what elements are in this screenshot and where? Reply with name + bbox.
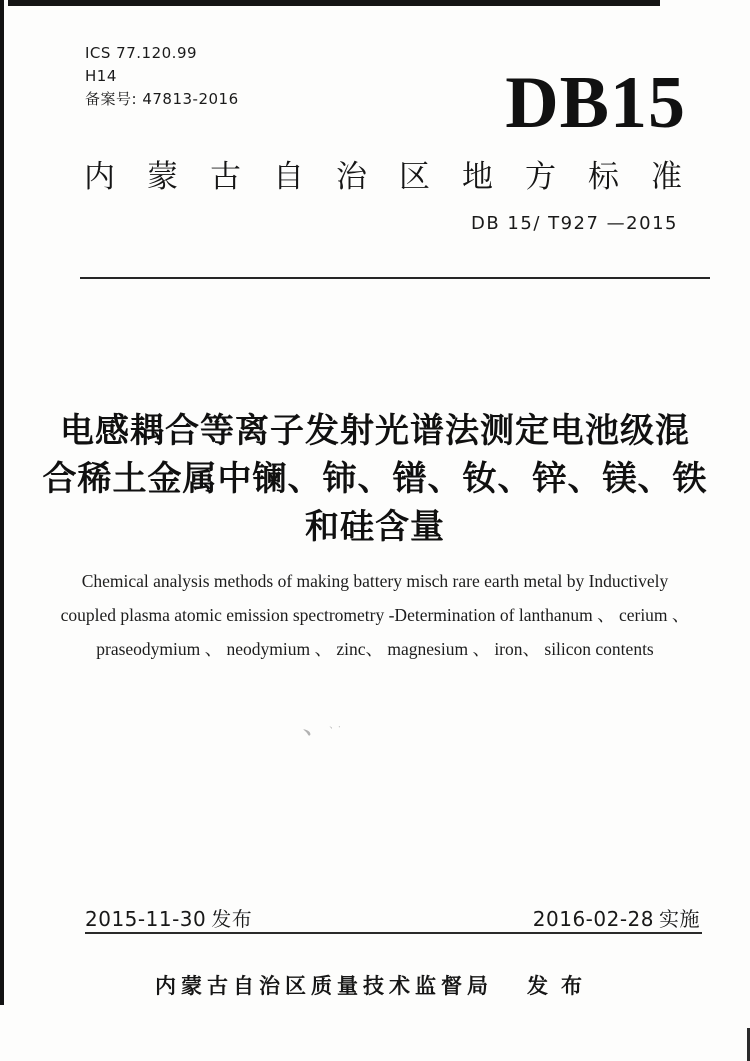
document-title-zh: [30, 407, 720, 551]
scan-edge-top: [8, 0, 660, 6]
classification-block: [85, 42, 239, 111]
header-rule: [80, 277, 710, 279]
db15-logo: DB15: [505, 62, 686, 144]
ics-code: ICS 77.120.99: [85, 44, 198, 62]
document-title-en: [34, 564, 716, 666]
scan-smudge: ﹅ ︑˙: [301, 725, 347, 740]
title-zh-line-1: 电感耦合等离子发射光谱法测定电池级混: [60, 411, 690, 451]
dates-rule: [85, 932, 702, 934]
standard-name: 内 蒙 古 自 治 区 地 方 标 准: [84, 159, 682, 195]
implement-date: 2016-02-28: [532, 907, 654, 931]
title-zh-line-2: 合稀土金属中镧、铈、镨、钕、锌、镁、铁: [42, 459, 708, 499]
scan-edge-left: [0, 0, 4, 1005]
publisher-name: 内蒙古自治区质量技术监督局: [155, 974, 493, 998]
implement-date-group: [533, 903, 700, 932]
issue-date-group: [85, 903, 252, 932]
class-code: H14: [85, 67, 117, 85]
title-zh-line-3: 和硅含量: [305, 507, 445, 547]
dates-row: [85, 903, 700, 932]
publish-label: 发布: [527, 974, 595, 998]
implement-label: 实施: [659, 907, 700, 931]
title-en-line-2: coupled plasma atomic emission spectrometry -Determination of lanthanum 、 cerium 、: [60, 605, 690, 625]
issue-label: 发布: [211, 907, 253, 931]
record-number: 备案号: 47813-2016: [85, 90, 239, 108]
issue-date: 2015-11-30: [85, 907, 207, 931]
title-en-line-3: praseodymium 、 neodymium 、 zinc、 magnesium 、 iron、 silicon contents: [96, 639, 654, 659]
publisher-row: [0, 970, 750, 1000]
title-en-line-1: Chemical analysis methods of making battery misch rare earth metal by Inductively: [81, 571, 669, 591]
standard-number: DB 15/ T927 —2015: [470, 213, 678, 234]
